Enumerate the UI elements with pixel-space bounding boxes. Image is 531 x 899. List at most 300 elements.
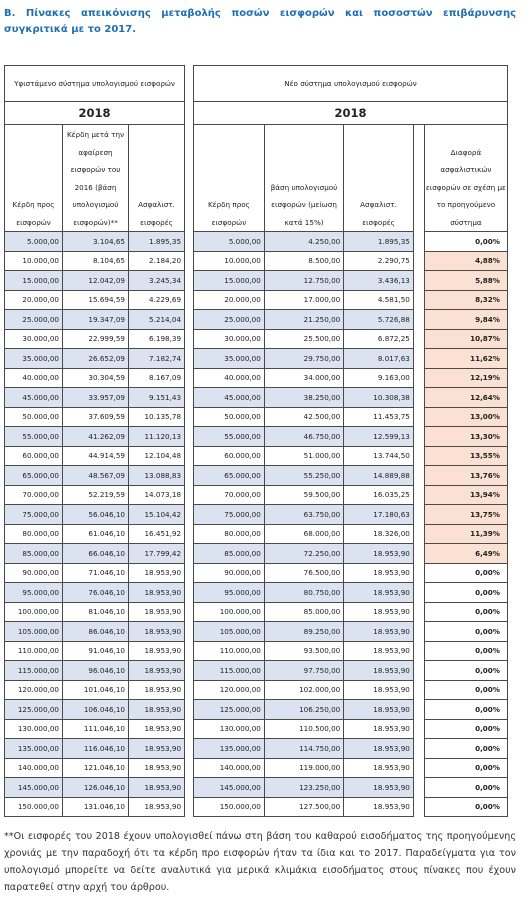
table-cell: 20.000,00 [5, 290, 63, 310]
table-cell: 68.000,00 [264, 524, 343, 544]
table-cell: 25.000,00 [5, 310, 63, 330]
table-row [194, 641, 508, 661]
table-cell: 30.000,00 [194, 329, 265, 349]
difference-cell: 13,00% [424, 407, 507, 427]
table-cell: 26.652,09 [63, 349, 129, 369]
table-cell: 12.599,13 [344, 427, 414, 447]
difference-cell: 11,39% [424, 524, 507, 544]
table-cell: 13.744,50 [344, 446, 414, 466]
difference-cell: 0,00% [424, 583, 507, 603]
table-cell: 65.000,00 [194, 466, 265, 486]
table-cell: 105.000,00 [194, 622, 265, 642]
table-row [194, 466, 508, 486]
table-cell: 65.000,00 [5, 466, 63, 486]
table-row [5, 602, 185, 622]
table-row [194, 602, 508, 622]
table-cell: 37.609,59 [63, 407, 129, 427]
table-row [194, 368, 508, 388]
table-row [5, 622, 185, 642]
table-cell: 100.000,00 [194, 602, 265, 622]
column-gap [413, 251, 424, 271]
difference-cell: 5,88% [424, 271, 507, 291]
table-cell: 4.581,50 [344, 290, 414, 310]
table-cell: 135.000,00 [5, 739, 63, 759]
table-cell: 123.250,00 [264, 778, 343, 798]
table-cell: 20.000,00 [194, 290, 265, 310]
table-cell: 22.999,59 [63, 329, 129, 349]
column-gap [413, 485, 424, 505]
column-gap [413, 661, 424, 681]
table-cell: 76.046,10 [63, 583, 129, 603]
table-row [5, 505, 185, 525]
table-cell: 2.184,20 [129, 251, 185, 271]
table-row [194, 739, 508, 759]
table-row [5, 544, 185, 564]
table-row [194, 329, 508, 349]
table-cell: 8.104,65 [63, 251, 129, 271]
table-cell: 55.250,00 [264, 466, 343, 486]
table-cell: 13.088,83 [129, 466, 185, 486]
table-row [194, 797, 508, 817]
table-row [194, 271, 508, 291]
table-cell: 14.073,18 [129, 485, 185, 505]
table-cell: 42.500,00 [264, 407, 343, 427]
table-cell: 140.000,00 [5, 758, 63, 778]
table-cell: 18.953,90 [344, 641, 414, 661]
table-row [5, 563, 185, 583]
table-cell: 8.167,09 [129, 368, 185, 388]
difference-cell: 13,76% [424, 466, 507, 486]
table-cell: 131.046,10 [63, 797, 129, 817]
difference-cell: 0,00% [424, 622, 507, 642]
table-cell: 76.500,00 [264, 563, 343, 583]
page-title: Β. Πίνακες απεικόνισης μεταβολής ποσών εισφορών και ποσοστών επιβάρυνσης συγκριτικά με το 2017. [4, 8, 516, 35]
table-row [5, 388, 185, 408]
table-cell: 18.953,90 [129, 602, 185, 622]
table-cell: 25.000,00 [194, 310, 265, 330]
column-gap [413, 602, 424, 622]
table-cell: 3.245,34 [129, 271, 185, 291]
table-cell: 44.914,59 [63, 446, 129, 466]
table-cell: 63.750,00 [264, 505, 343, 525]
table-cell: 85.000,00 [194, 544, 265, 564]
column-gap [413, 349, 424, 369]
table-cell: 4.229,69 [129, 290, 185, 310]
table-cell: 75.000,00 [5, 505, 63, 525]
table-row [194, 427, 508, 447]
table-cell: 106.046,10 [63, 700, 129, 720]
difference-cell: 11,62% [424, 349, 507, 369]
table-row [5, 232, 185, 252]
table-row [194, 583, 508, 603]
table-cell: 80.750,00 [264, 583, 343, 603]
column-gap [413, 563, 424, 583]
difference-cell: 0,00% [424, 758, 507, 778]
column-gap [413, 407, 424, 427]
table-cell: 16.035,25 [344, 485, 414, 505]
column-header: Κέρδη μετά την αφαίρεση εισφορών του 2016 (βάση υπολογισμού εισφορών)** [63, 125, 129, 232]
table-cell: 4.250,00 [264, 232, 343, 252]
table-row [194, 232, 508, 252]
table-cell: 40.000,00 [5, 368, 63, 388]
table-cell: 85.000,00 [5, 544, 63, 564]
table-cell: 17.000,00 [264, 290, 343, 310]
table-cell: 18.953,90 [129, 739, 185, 759]
difference-cell: 0,00% [424, 739, 507, 759]
table-cell: 30.304,59 [63, 368, 129, 388]
column-gap [413, 739, 424, 759]
footnote: **Οι εισφορές του 2018 έχουν υπολογισθεί πάνω στη βάση του καθαρού εισοδήματος της προηγούμενης χρονιάς με την παραδοχή ότι τα κέρδη προ εισφορών ήταν τα ίδια και το 2017. Παραδείγματα για τον υπολογισμό μπορείτε να δείτε αναλυτικά για μερικά κλιμάκια εισοδήματος στους πίνακες που έχουν παρατεθεί στην αρχή του άρθρου. [4, 831, 516, 893]
table-cell: 150.000,00 [194, 797, 265, 817]
difference-cell: 0,00% [424, 602, 507, 622]
table-cell: 52.219,59 [63, 485, 129, 505]
table-row [5, 329, 185, 349]
table-cell: 17.180,63 [344, 505, 414, 525]
table-cell: 10.000,00 [194, 251, 265, 271]
difference-cell: 0,00% [424, 563, 507, 583]
table-year: 2018 [5, 102, 185, 125]
difference-cell: 6,49% [424, 544, 507, 564]
table-cell: 18.953,90 [344, 797, 414, 817]
table-cell: 18.953,90 [129, 563, 185, 583]
table-cell: 127.500,00 [264, 797, 343, 817]
table-row [194, 680, 508, 700]
column-gap [413, 641, 424, 661]
table-cell: 9.163,00 [344, 368, 414, 388]
table-cell: 8.017,63 [344, 349, 414, 369]
table-row [194, 661, 508, 681]
column-header: Διαφορά ασφαλιστικών εισφορών σε σχέση με το προηγούμενο σύστημα [424, 125, 507, 232]
table-cell: 48.567,09 [63, 466, 129, 486]
table-cell: 140.000,00 [194, 758, 265, 778]
table-cell: 110.000,00 [194, 641, 265, 661]
table-cell: 150.000,00 [5, 797, 63, 817]
column-gap [413, 719, 424, 739]
difference-cell: 0,00% [424, 797, 507, 817]
column-gap [413, 700, 424, 720]
table-cell: 35.000,00 [194, 349, 265, 369]
table-cell: 95.000,00 [5, 583, 63, 603]
table-cell: 114.750,00 [264, 739, 343, 759]
table-cell: 18.953,90 [344, 602, 414, 622]
table-cell: 7.182,74 [129, 349, 185, 369]
table-cell: 18.953,90 [129, 700, 185, 720]
table-cell: 18.953,90 [344, 700, 414, 720]
table-row [194, 388, 508, 408]
table-cell: 115.000,00 [194, 661, 265, 681]
table-cell: 111.046,10 [63, 719, 129, 739]
column-gap [413, 758, 424, 778]
table-cell: 116.046,10 [63, 739, 129, 759]
table-row [5, 758, 185, 778]
difference-cell: 0,00% [424, 700, 507, 720]
table-cell: 95.000,00 [194, 583, 265, 603]
column-gap [413, 271, 424, 291]
table-cell: 8.500,00 [264, 251, 343, 271]
table-row [5, 719, 185, 739]
table-row [5, 739, 185, 759]
table-cell: 86.046,10 [63, 622, 129, 642]
table-row [194, 349, 508, 369]
table-cell: 41.262,09 [63, 427, 129, 447]
column-gap [413, 466, 424, 486]
table-cell: 15.104,42 [129, 505, 185, 525]
table-cell: 135.000,00 [194, 739, 265, 759]
table-cell: 66.046,10 [63, 544, 129, 564]
table-cell: 18.953,90 [344, 719, 414, 739]
table-cell: 80.000,00 [5, 524, 63, 544]
table-row [5, 680, 185, 700]
difference-cell: 8,32% [424, 290, 507, 310]
table-cell: 80.000,00 [194, 524, 265, 544]
difference-cell: 12,19% [424, 368, 507, 388]
table-row [194, 758, 508, 778]
table-cell: 33.957,09 [63, 388, 129, 408]
table-cell: 105.000,00 [5, 622, 63, 642]
table-cell: 18.953,90 [129, 641, 185, 661]
table-cell: 18.953,90 [344, 544, 414, 564]
table-row [194, 485, 508, 505]
table-cell: 50.000,00 [194, 407, 265, 427]
table-cell: 18.953,90 [344, 680, 414, 700]
table-row [5, 427, 185, 447]
table-cell: 56.046,10 [63, 505, 129, 525]
table-cell: 59.500,00 [264, 485, 343, 505]
column-gap [413, 329, 424, 349]
table-row [194, 290, 508, 310]
table-cell: 60.000,00 [194, 446, 265, 466]
table-cell: 71.046,10 [63, 563, 129, 583]
table-row [5, 583, 185, 603]
table-cell: 46.750,00 [264, 427, 343, 447]
table-year: 2018 [194, 102, 508, 125]
table-cell: 38.250,00 [264, 388, 343, 408]
table-cell: 90.000,00 [5, 563, 63, 583]
difference-cell: 12,64% [424, 388, 507, 408]
table-cell: 34.000,00 [264, 368, 343, 388]
table-row [5, 797, 185, 817]
table-cell: 1.895,35 [129, 232, 185, 252]
table-cell: 1.895,35 [344, 232, 414, 252]
difference-cell: 0,00% [424, 778, 507, 798]
table-row [194, 778, 508, 798]
table-cell: 18.953,90 [129, 661, 185, 681]
table-cell: 115.000,00 [5, 661, 63, 681]
table-cell: 16.451,92 [129, 524, 185, 544]
table-cell: 18.953,90 [129, 758, 185, 778]
table-cell: 51.000,00 [264, 446, 343, 466]
table-cell: 18.953,90 [344, 661, 414, 681]
table-cell: 119.000,00 [264, 758, 343, 778]
table-cell: 18.953,90 [129, 622, 185, 642]
table-cell: 55.000,00 [5, 427, 63, 447]
table-cell: 10.135,78 [129, 407, 185, 427]
table-cell: 19.347,09 [63, 310, 129, 330]
table-cell: 6.198,39 [129, 329, 185, 349]
table-cell: 15.694,59 [63, 290, 129, 310]
table-cell: 10.000,00 [5, 251, 63, 271]
difference-cell: 13,75% [424, 505, 507, 525]
table-cell: 15.000,00 [5, 271, 63, 291]
column-gap [413, 524, 424, 544]
table-row [194, 251, 508, 271]
column-gap [413, 680, 424, 700]
table-row [194, 622, 508, 642]
table-cell: 5.000,00 [5, 232, 63, 252]
column-header: Κέρδη προς εισφορών [194, 125, 265, 232]
table-cell: 18.953,90 [344, 563, 414, 583]
table-cell: 12.750,00 [264, 271, 343, 291]
table-cell: 110.000,00 [5, 641, 63, 661]
table-row [194, 524, 508, 544]
table-cell: 130.000,00 [5, 719, 63, 739]
table-cell: 15.000,00 [194, 271, 265, 291]
table-cell: 102.000,00 [264, 680, 343, 700]
table-cell: 101.046,10 [63, 680, 129, 700]
table-row [194, 544, 508, 564]
table-cell: 93.500,00 [264, 641, 343, 661]
table-cell: 75.000,00 [194, 505, 265, 525]
table-cell: 5.726,88 [344, 310, 414, 330]
table-cell: 61.046,10 [63, 524, 129, 544]
table-cell: 21.250,00 [264, 310, 343, 330]
table-cell: 11.120,13 [129, 427, 185, 447]
table-row [5, 466, 185, 486]
table-cell: 126.046,10 [63, 778, 129, 798]
table-cell: 18.953,90 [129, 680, 185, 700]
table-row [194, 563, 508, 583]
table-row [194, 310, 508, 330]
table-row [5, 349, 185, 369]
table-cell: 60.000,00 [5, 446, 63, 466]
table-cell: 2.290,75 [344, 251, 414, 271]
difference-cell: 13,94% [424, 485, 507, 505]
column-header: Ασφαλιστ. εισφορές [129, 125, 185, 232]
table-cell: 5.000,00 [194, 232, 265, 252]
table-cell: 125.000,00 [194, 700, 265, 720]
table-cell: 5.214,04 [129, 310, 185, 330]
table-system-title: Υφιστάμενο σύστημα υπολογισμού εισφορών [5, 66, 185, 102]
column-gap [413, 290, 424, 310]
column-gap [413, 388, 424, 408]
table-cell: 18.326,00 [344, 524, 414, 544]
column-header: Ασφαλιστ. εισφορές [344, 125, 414, 232]
column-gap [413, 446, 424, 466]
difference-cell: 4,88% [424, 251, 507, 271]
table-cell: 130.000,00 [194, 719, 265, 739]
table-cell: 120.000,00 [194, 680, 265, 700]
column-gap [413, 125, 424, 232]
table-cell: 14.889,88 [344, 466, 414, 486]
column-gap [413, 427, 424, 447]
table-row [5, 641, 185, 661]
table-row [5, 700, 185, 720]
table-row [5, 271, 185, 291]
table-cell: 18.953,90 [129, 797, 185, 817]
table-cell: 11.453,75 [344, 407, 414, 427]
difference-cell: 0,00% [424, 661, 507, 681]
table-cell: 12.104,48 [129, 446, 185, 466]
table-system-title: Νέο σύστημα υπολογισμού εισφορών [194, 66, 508, 102]
table-cell: 12.042,09 [63, 271, 129, 291]
table-row [194, 719, 508, 739]
table-cell: 35.000,00 [5, 349, 63, 369]
table-cell: 96.046,10 [63, 661, 129, 681]
table-row [5, 485, 185, 505]
table-row [194, 700, 508, 720]
table-cell: 18.953,90 [344, 739, 414, 759]
column-gap [413, 368, 424, 388]
table-row [194, 505, 508, 525]
table-row [5, 446, 185, 466]
table-cell: 70.000,00 [194, 485, 265, 505]
existing-system-table [4, 65, 185, 817]
difference-cell: 0,00% [424, 680, 507, 700]
table-cell: 18.953,90 [344, 583, 414, 603]
table-cell: 3.436,13 [344, 271, 414, 291]
table-row [5, 778, 185, 798]
table-cell: 18.953,90 [129, 778, 185, 798]
column-gap [413, 232, 424, 252]
new-system-table [193, 65, 508, 817]
table-cell: 97.750,00 [264, 661, 343, 681]
column-gap [413, 505, 424, 525]
table-row [5, 251, 185, 271]
difference-cell: 9,84% [424, 310, 507, 330]
table-cell: 9.151,43 [129, 388, 185, 408]
table-cell: 72.250,00 [264, 544, 343, 564]
table-cell: 18.953,90 [344, 622, 414, 642]
column-gap [413, 310, 424, 330]
difference-cell: 0,00% [424, 719, 507, 739]
table-cell: 121.046,10 [63, 758, 129, 778]
table-cell: 18.953,90 [129, 583, 185, 603]
table-row [5, 290, 185, 310]
table-cell: 125.000,00 [5, 700, 63, 720]
table-cell: 145.000,00 [5, 778, 63, 798]
table-row [5, 407, 185, 427]
table-cell: 120.000,00 [5, 680, 63, 700]
table-row [5, 524, 185, 544]
table-cell: 45.000,00 [5, 388, 63, 408]
table-cell: 106.250,00 [264, 700, 343, 720]
table-row [5, 368, 185, 388]
table-cell: 45.000,00 [194, 388, 265, 408]
table-cell: 18.953,90 [344, 758, 414, 778]
table-cell: 100.000,00 [5, 602, 63, 622]
table-cell: 90.000,00 [194, 563, 265, 583]
column-gap [413, 583, 424, 603]
table-row [5, 310, 185, 330]
table-cell: 18.953,90 [129, 719, 185, 739]
table-row [194, 407, 508, 427]
table-cell: 110.500,00 [264, 719, 343, 739]
column-header: βάση υπολογισμού εισφορών (μείωση κατά 15%) [264, 125, 343, 232]
difference-cell: 13,30% [424, 427, 507, 447]
table-row [194, 446, 508, 466]
table-cell: 91.046,10 [63, 641, 129, 661]
table-cell: 70.000,00 [5, 485, 63, 505]
table-cell: 3.104,65 [63, 232, 129, 252]
table-cell: 89.250,00 [264, 622, 343, 642]
table-cell: 18.953,90 [344, 778, 414, 798]
table-cell: 145.000,00 [194, 778, 265, 798]
table-row [5, 661, 185, 681]
table-cell: 25.500,00 [264, 329, 343, 349]
table-cell: 55.000,00 [194, 427, 265, 447]
column-header: Κέρδη προς εισφορών [5, 125, 63, 232]
column-gap [413, 622, 424, 642]
